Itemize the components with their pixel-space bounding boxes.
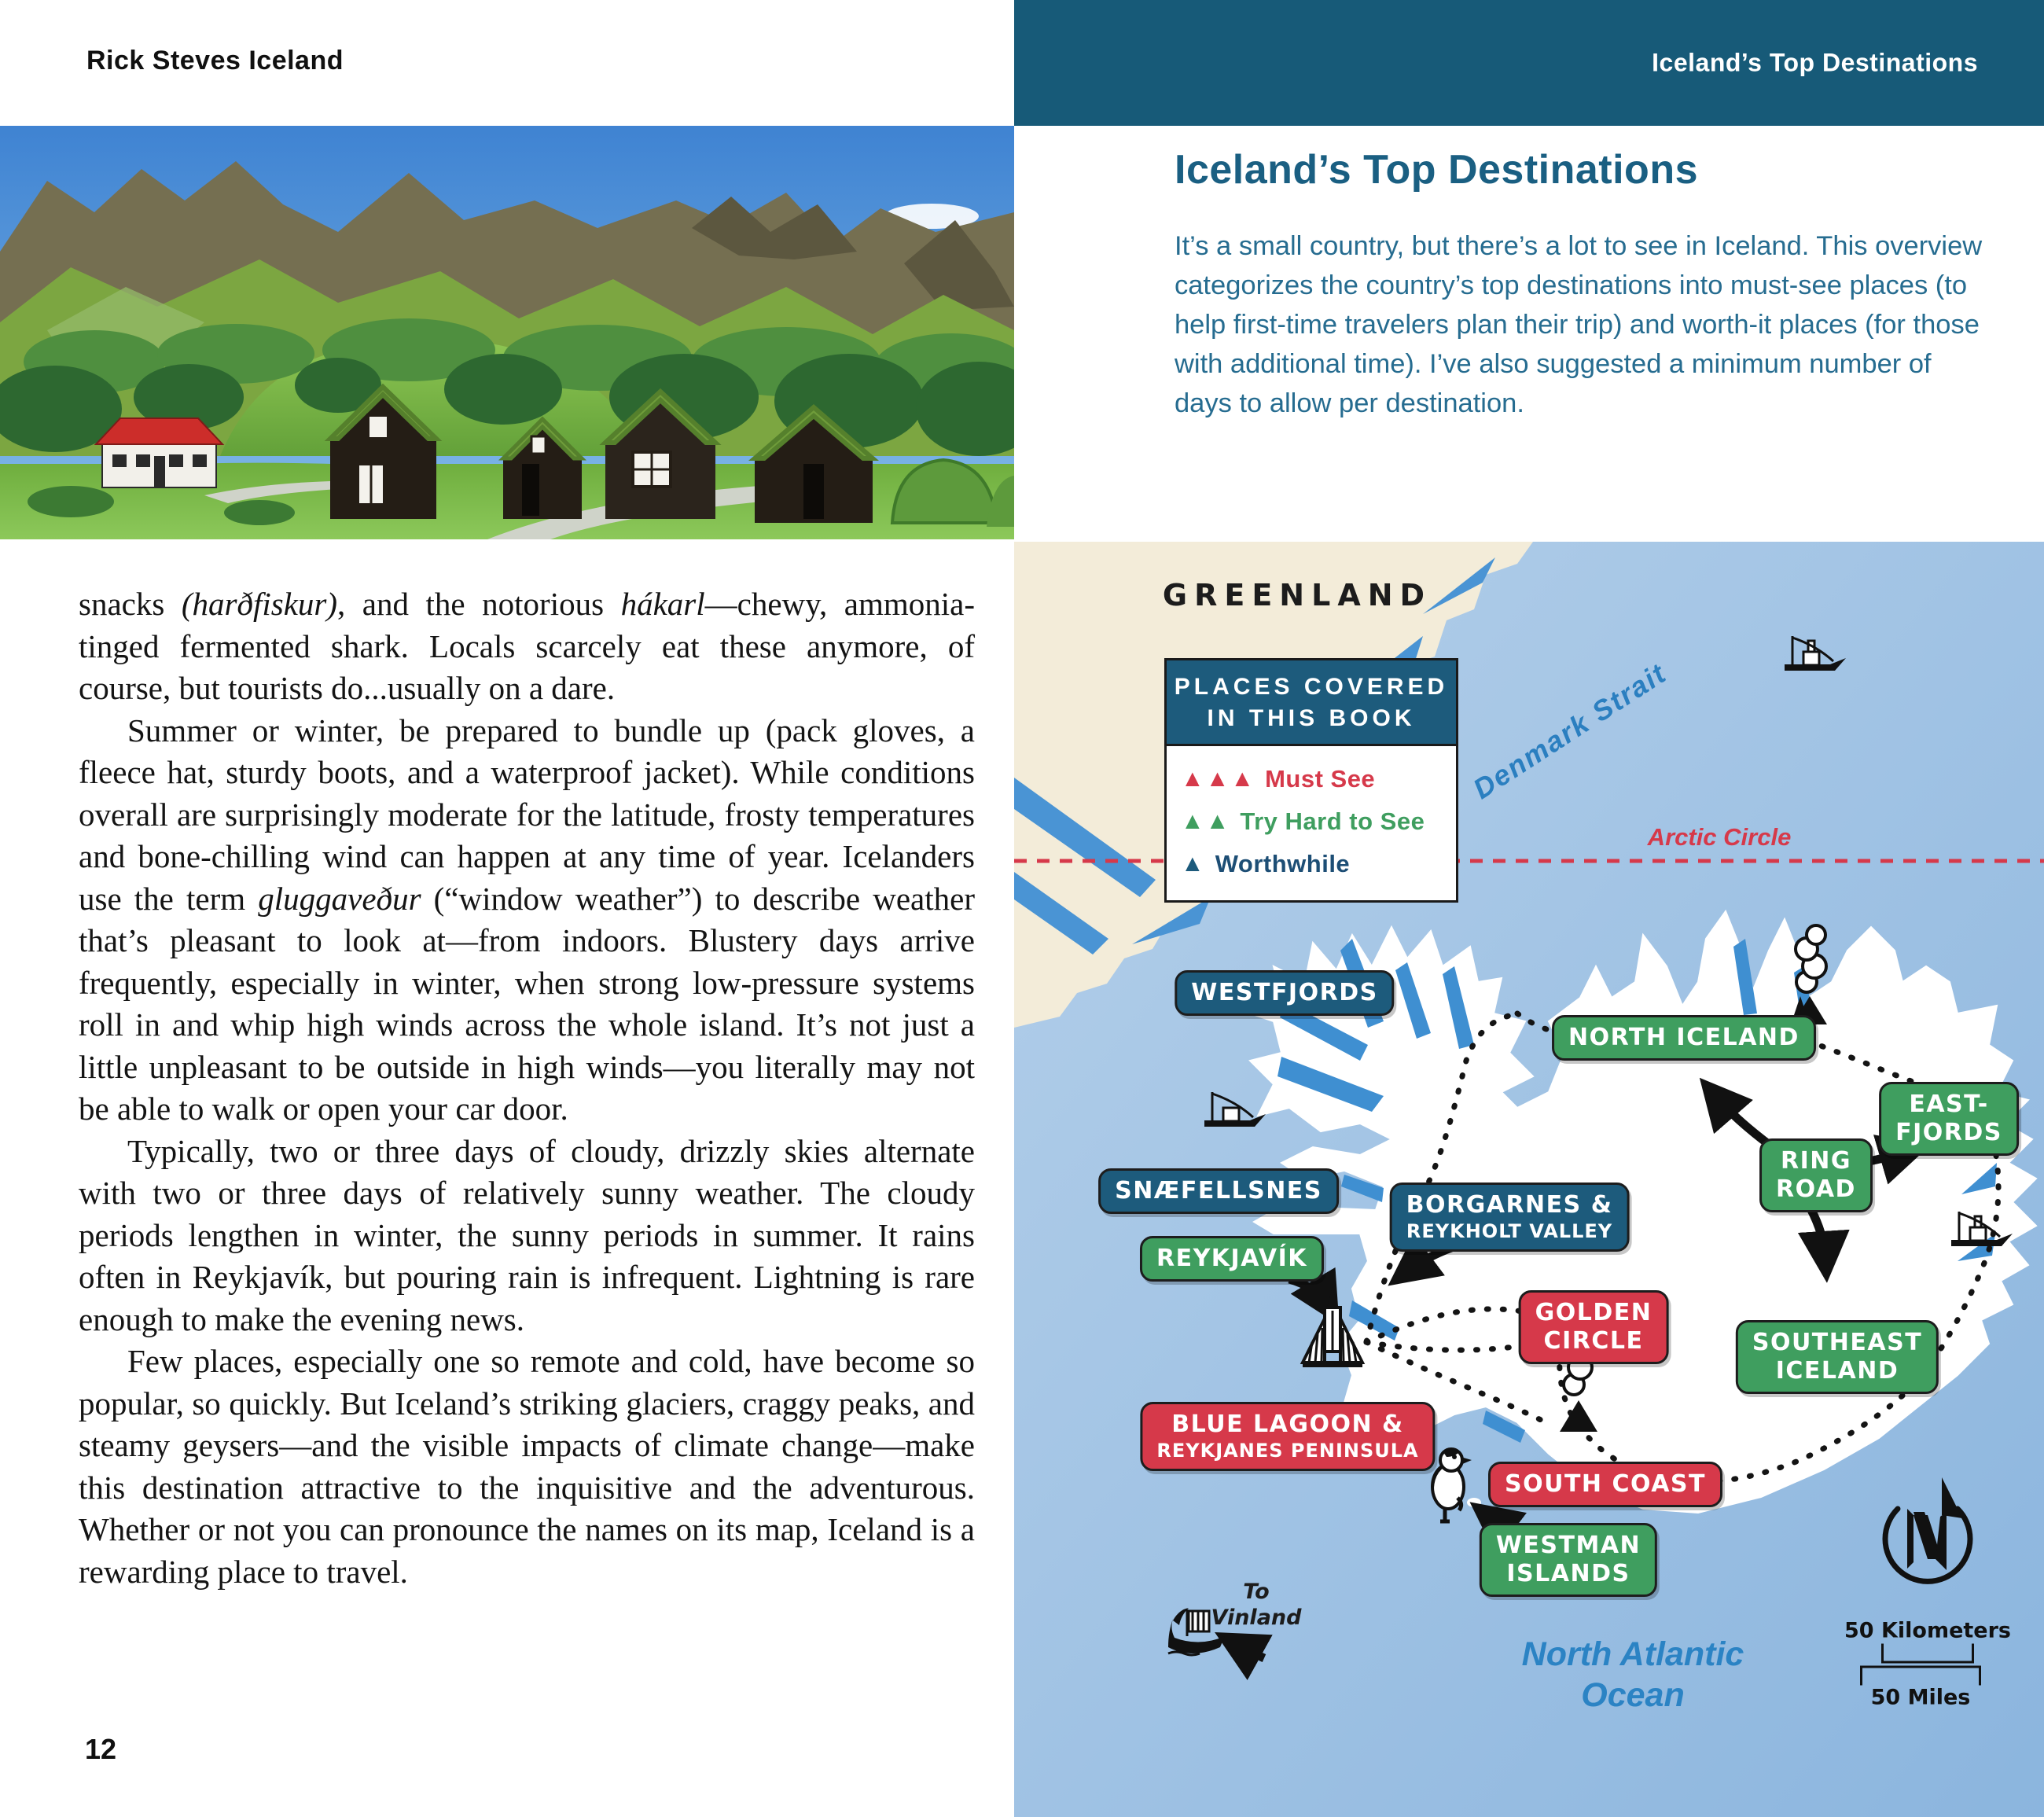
legend-triangles-icon: ▲ — [1181, 851, 1206, 877]
destination-label-westfjords: WESTFJORDS — [1175, 970, 1394, 1016]
destination-label-borgarnes-reykholtvalley: BORGARNES & REYKHOLT VALLEY — [1390, 1183, 1630, 1252]
scale-miles-bracket — [1860, 1666, 1981, 1686]
destination-label-northiceland: NORTH ICELAND — [1552, 1015, 1816, 1061]
running-head-left: Rick Steves Iceland — [86, 46, 344, 75]
legend-item-label: Worthwhile — [1215, 850, 1351, 877]
arctic-circle-label: Arctic Circle — [1647, 823, 1792, 851]
right-page — [1014, 0, 2044, 1817]
destination-label-snfellsnes: SNÆFELLSNES — [1098, 1168, 1339, 1214]
body-text — [79, 583, 975, 1593]
destination-label-bluelagoon-reykjanespeninsula: BLUE LAGOON & REYKJANES PENINSULA — [1140, 1402, 1435, 1471]
chapter-intro: It’s a small country, but there’s a lot to see in Iceland. This overview categorizes the country’s top destinations into must-see places (to help first-time travelers plan their trip) and worth-it places (for those with additional time). I’ve also suggested a minimum number of days to allow per destination. — [1175, 231, 1983, 418]
destination-label-golden-circle: GOLDEN CIRCLE — [1519, 1290, 1669, 1364]
denmark-strait-label: Denmark Strait — [1467, 657, 1673, 806]
running-head-right: Iceland’s Top Destinations — [1652, 48, 1978, 77]
to-vinland-label: To Vinland — [1211, 1580, 1302, 1630]
destination-label-reykjavk: REYKJAVÍK — [1140, 1236, 1324, 1282]
left-page — [0, 0, 1014, 1817]
body-paragraph: Summer or winter, be prepared to bundle up (pack gloves, a fleece hat, sturdy boots, and a waterproof jacket). While conditions overall are surprisingly moderate for the latitude, frosty temperatures and bone-chilling wind can happen at any time of year. Icelanders use the term gluggaveður (“window weather”) to describe weather that’s pleasant to look at—from indoors. Blustery days arrive frequently, especially in winter, when strong low-pressure systems roll in and whip high winds across the whole island. It’s not just a little unpleasant to be outside in high winds—you literally may not be able to walk or open your car door. — [79, 712, 975, 1127]
scale-kilometers-label: 50 Kilometers — [1844, 1618, 2012, 1643]
legend-triangles-icon: ▲▲ — [1181, 808, 1231, 834]
scale-miles-label: 50 Miles — [1870, 1685, 1971, 1710]
red-roof-house — [96, 418, 222, 487]
page-number: 12 — [85, 1733, 117, 1765]
scale-kilometers-bracket — [1881, 1644, 1974, 1664]
chapter-header-band — [1014, 0, 2044, 126]
destination-label-ring-road: RING ROAD — [1759, 1138, 1873, 1212]
destination-label-east--fjords: EAST- FJORDS — [1879, 1082, 2019, 1156]
legend-item-label: Try Hard to See — [1240, 807, 1425, 835]
body-paragraph: Typically, two or three days of cloudy, drizzly skies alternate with two or three days of relatively sunny weather. The cloudy periods lengthen in winter, the sunny periods in summer. It rains often in Reykjavík, but pouring rain is infrequent. Lightning is rare enough to make the evening news. — [79, 1132, 975, 1337]
turf-houses-photo — [0, 126, 1014, 539]
greenland-label: GREENLAND — [1162, 578, 1432, 612]
legend-triangles-icon: ▲▲▲ — [1181, 766, 1256, 792]
legend-title: PLACES COVERED IN THIS BOOK — [1167, 660, 1456, 746]
destination-label-southeast-iceland: SOUTHEAST ICELAND — [1736, 1320, 1939, 1394]
body-paragraph: Few places, especially one so remote and cold, have become so popular, so quickly. But Iceland’s striking glaciers, craggy peaks, and steamy geysers—and the visible impacts of climate change—make this destination attractive to the inquisitive and the adventurous. Whether or not you can pronounce the names on its map, Iceland is a rewarding place to travel. — [79, 1343, 975, 1590]
destination-label-southcoast: SOUTH COAST — [1488, 1462, 1722, 1507]
destination-label-westman-islands: WESTMAN ISLANDS — [1480, 1523, 1657, 1597]
map-text-layer — [1014, 542, 2044, 1817]
chapter-title: Iceland’s Top Destinations — [1175, 147, 1698, 193]
legend-item-label: Must See — [1265, 765, 1376, 793]
ocean-label: North Atlantic Ocean — [1521, 1635, 1744, 1714]
body-paragraph: snacks (harðfiskur), and the notorious hákarl—chewy, ammonia-tinged fermented shark. Locals scarcely eat these anymore, of course, but tourists do...usually on a dare. — [79, 586, 975, 706]
iceland-destinations-map — [1014, 542, 2044, 1817]
photo-illustration — [0, 126, 1014, 539]
